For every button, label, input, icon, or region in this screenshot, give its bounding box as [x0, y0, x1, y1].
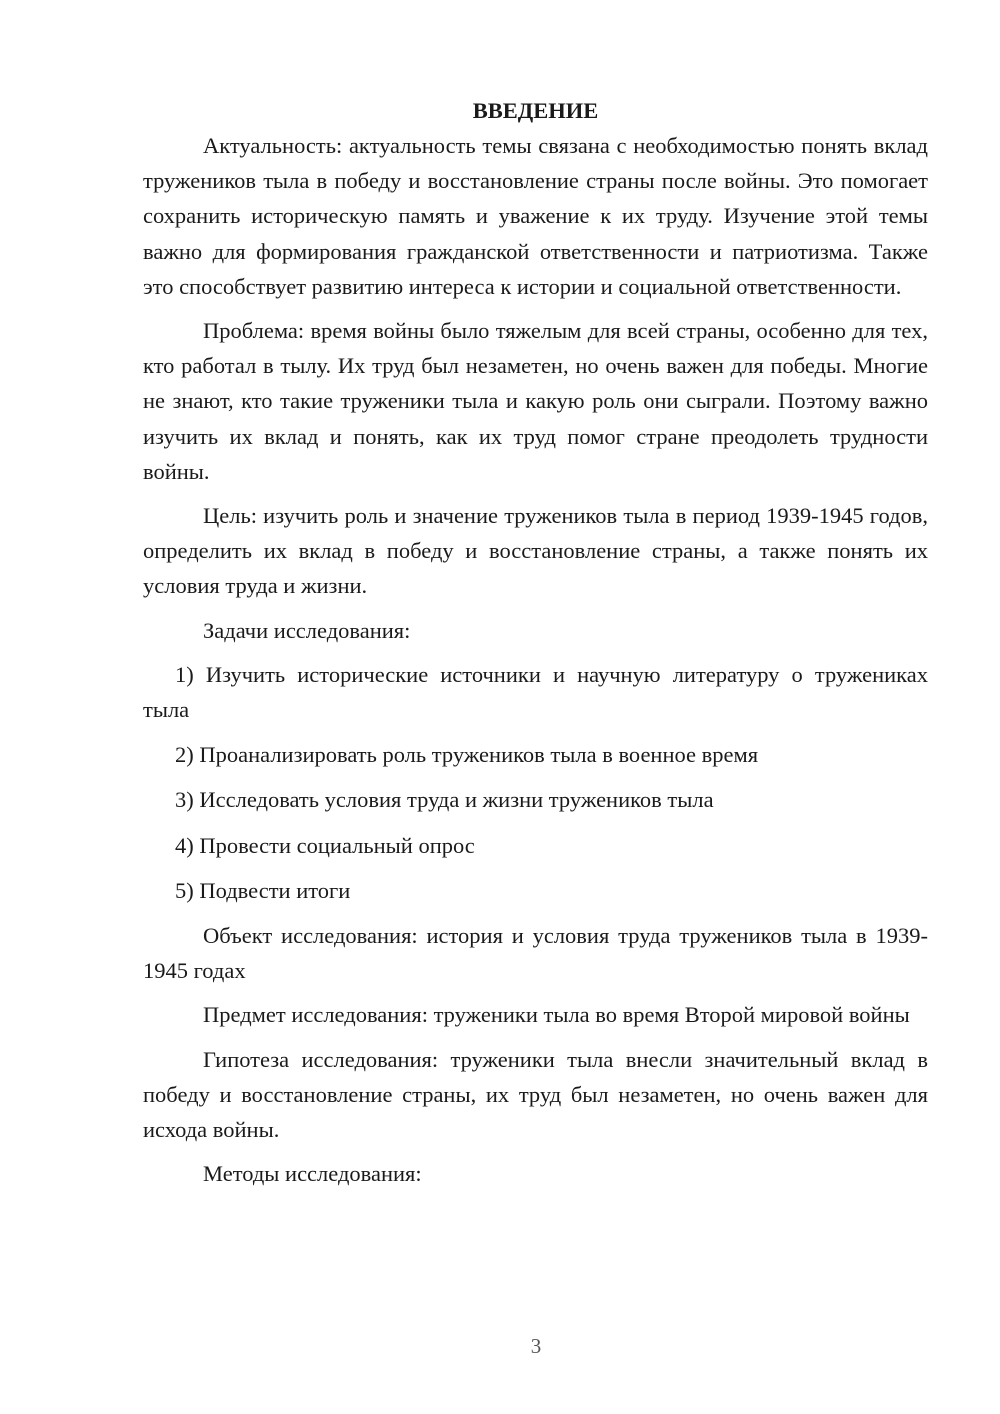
subject-paragraph: Предмет исследования: труженики тыла во время Второй мировой войны: [203, 1002, 910, 1028]
tasks-heading: Задачи исследования:: [203, 617, 411, 643]
object-paragraph: Объект исследования: история и условия труда тружеников тыла в 1939-1945 годах: [143, 923, 928, 984]
task-item-1: 1) Изучить исторические источники и научную литературу о тружениках тыла: [143, 661, 928, 723]
task-item-5: 5) Подвести итоги: [175, 877, 351, 903]
task-item-3: 3) Исследовать условия труда и жизни тружеников тыла: [175, 787, 714, 813]
page-number: 3: [530, 1334, 542, 1358]
relevance-paragraph: Актуальность: актуальность темы связана с необходимостью понять вклад тружеников тыла в победу и восстановление страны после войны. Это помогает сохранить историческую память и уважение к их труду. Изучение этой темы важно для формирования гражданской ответственности и патриотизма. Также это способствует развитию интереса к истории и социальной ответственности.: [143, 133, 928, 299]
hypothesis-paragraph: Гипотеза исследования: труженики тыла внесли значительный вклад в победу и восстановление страны, их труд был незаметен, но очень важен для исхода войны.: [143, 1046, 928, 1143]
methods-heading: Методы исследования:: [203, 1161, 422, 1187]
task-item-4: 4) Провести социальный опрос: [175, 832, 475, 858]
page-content: [143, 96, 928, 1200]
page-title: ВВЕДЕНИЕ: [472, 98, 599, 123]
goal-paragraph: Цель: изучить роль и значение тружеников тыла в период 1939-1945 годов, определить их вклад в победу и восстановление страны, а также понять их условия труда и жизни.: [143, 503, 928, 599]
task-item-2: 2) Проанализировать роль тружеников тыла в военное время: [175, 742, 759, 768]
problem-paragraph: Проблема: время войны было тяжелым для всей страны, особенно для тех, кто работал в тылу. Их труд был незаметен, но очень важен для победы. Многие не знают, кто такие труженики тыла и какую роль они сыграли. Поэтому важно изучить их вклад и понять, как их труд помог стране преодолеть трудности войны.: [143, 318, 928, 484]
